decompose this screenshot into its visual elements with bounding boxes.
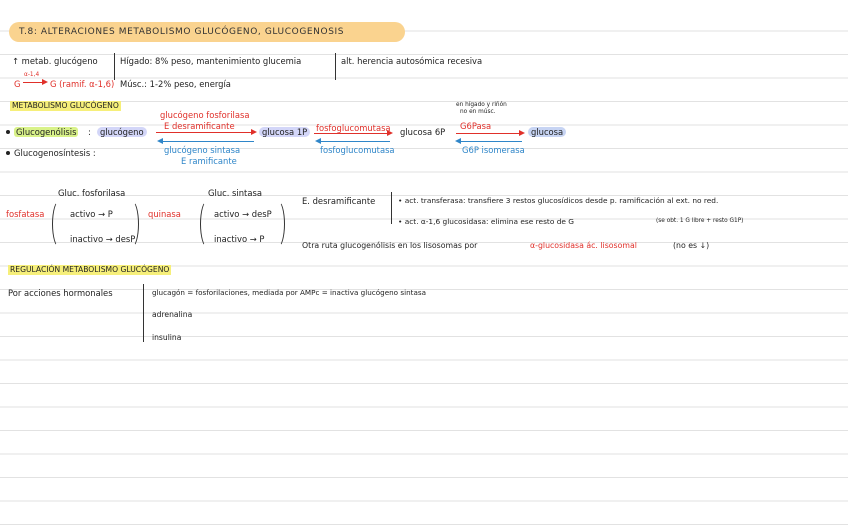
quinasa-label: quinasa (148, 209, 181, 219)
arrow-synthesis-2 (318, 141, 390, 142)
cycle-paren-left (200, 200, 215, 248)
enzyme-fosforilasa: glucógeno fosforilasa (160, 110, 250, 120)
fosforilasa-title: Gluc. fosforilasa (58, 188, 126, 198)
arrow-glucogenolysis-3 (456, 133, 522, 134)
g-formula-g: G (14, 79, 21, 89)
note-higado: en hígado y riñón (456, 102, 507, 108)
note-musc: no en músc. (460, 109, 496, 115)
enzyme-g6pasa: G6Pasa (460, 121, 492, 131)
arrow-synthesis-3 (458, 141, 522, 142)
fosfatasa-label: fosfatasa (6, 209, 45, 219)
glucosa1p-node: glucosa 1P (259, 127, 310, 137)
intro-herencia: alt. herencia autosómica recesiva (341, 56, 483, 66)
intro-liver: Hígado: 8% peso, mantenimiento glucemia (120, 56, 302, 66)
cycle-paren-right (270, 200, 285, 248)
bullet (6, 151, 10, 155)
desramificante-label: E. desramificante (302, 196, 376, 206)
brace-divider (143, 284, 144, 342)
fosforilasa-activo: activo → P (70, 209, 113, 219)
desramificante-transferasa: • act. transferasa: transfiere 3 restos glucosídicos desde p. ramificación al ext. no red. (398, 196, 719, 205)
g-formula-bond: α-1,4 (24, 72, 40, 78)
otra-ruta: Otra ruta glucogenólisis en los lisosomas por (302, 241, 478, 250)
alfa-glucosidasa: α-glucosidasa ác. lisosomal (530, 241, 637, 250)
arrow-glucogenolysis-1 (156, 132, 254, 133)
intro-muscle: Músc.: 1-2% peso, energía (120, 79, 231, 89)
section-heading-metabolismo: METABOLISMO GLUCÓGENO (12, 101, 119, 110)
otra-ruta-note: (no es ↓) (673, 241, 710, 250)
enzyme-desramificante: E desramificante (164, 121, 235, 131)
intro-glucogen-metab: ↑ metab. glucógeno (12, 56, 98, 66)
cycle-paren-left (52, 200, 67, 248)
sintasa-inactivo: inactivo → P (214, 234, 265, 244)
desramificante-glucosidasa: • act. α-1,6 glucosidasa: elimina ese resto de G (398, 217, 575, 226)
enzyme-fosfoglucomutasa-bottom: fosfoglucomutasa (320, 145, 395, 155)
sintasa-activo: activo → desP (214, 209, 272, 219)
brace-divider (391, 192, 392, 224)
glucogeno-node: glucógeno (97, 127, 147, 137)
enzyme-fosfoglucomutasa-top: fosfoglucomutasa (316, 123, 391, 133)
glucogenolisis-highlight: Glucogenólisis (16, 127, 77, 137)
regulacion-adrenalina: adrenalina (152, 310, 193, 319)
enzyme-g6pisomerasa: G6P isomerasa (462, 145, 525, 155)
acciones-hormonales: Por acciones hormonales (8, 288, 113, 298)
bullet (6, 130, 10, 134)
enzyme-sintasa: glucógeno sintasa (164, 145, 241, 155)
regulacion-insulina: insulina (152, 333, 182, 342)
colon: : (88, 127, 91, 137)
glucogenosintesis-label: Glucogenosíntesis : (14, 148, 96, 158)
arrow-glucogenolysis-2 (314, 133, 390, 134)
arrow-synthesis-1 (160, 141, 254, 142)
desramificante-note: (se obt. 1 G libre + resto G1P) (656, 218, 744, 224)
g-formula-branch: G (ramif. α-1,6) (50, 79, 115, 89)
sintasa-title: Gluc. sintasa (208, 188, 262, 198)
regulacion-glucagon: glucagón = fosforilaciones, mediada por AMPc = inactiva glucógeno sintasa (152, 288, 427, 297)
g-formula-arrow (23, 82, 45, 83)
fosforilasa-inactivo: inactivo → desP (70, 234, 136, 244)
brace-divider (114, 53, 115, 80)
brace-divider (335, 53, 336, 80)
section-heading-regulacion: REGULACIÓN METABOLISMO GLUCÓGENO (10, 265, 170, 274)
glucosa-node: glucosa (528, 127, 566, 137)
enzyme-ramificante: E ramificante (181, 156, 237, 166)
glucogenolisis-label (14, 127, 78, 137)
page-title: T.8: ALTERACIONES METABOLISMO GLUCÓGENO, GLUCOGENOSIS (9, 22, 405, 42)
glucosa6p-node: glucosa 6P (400, 127, 446, 137)
